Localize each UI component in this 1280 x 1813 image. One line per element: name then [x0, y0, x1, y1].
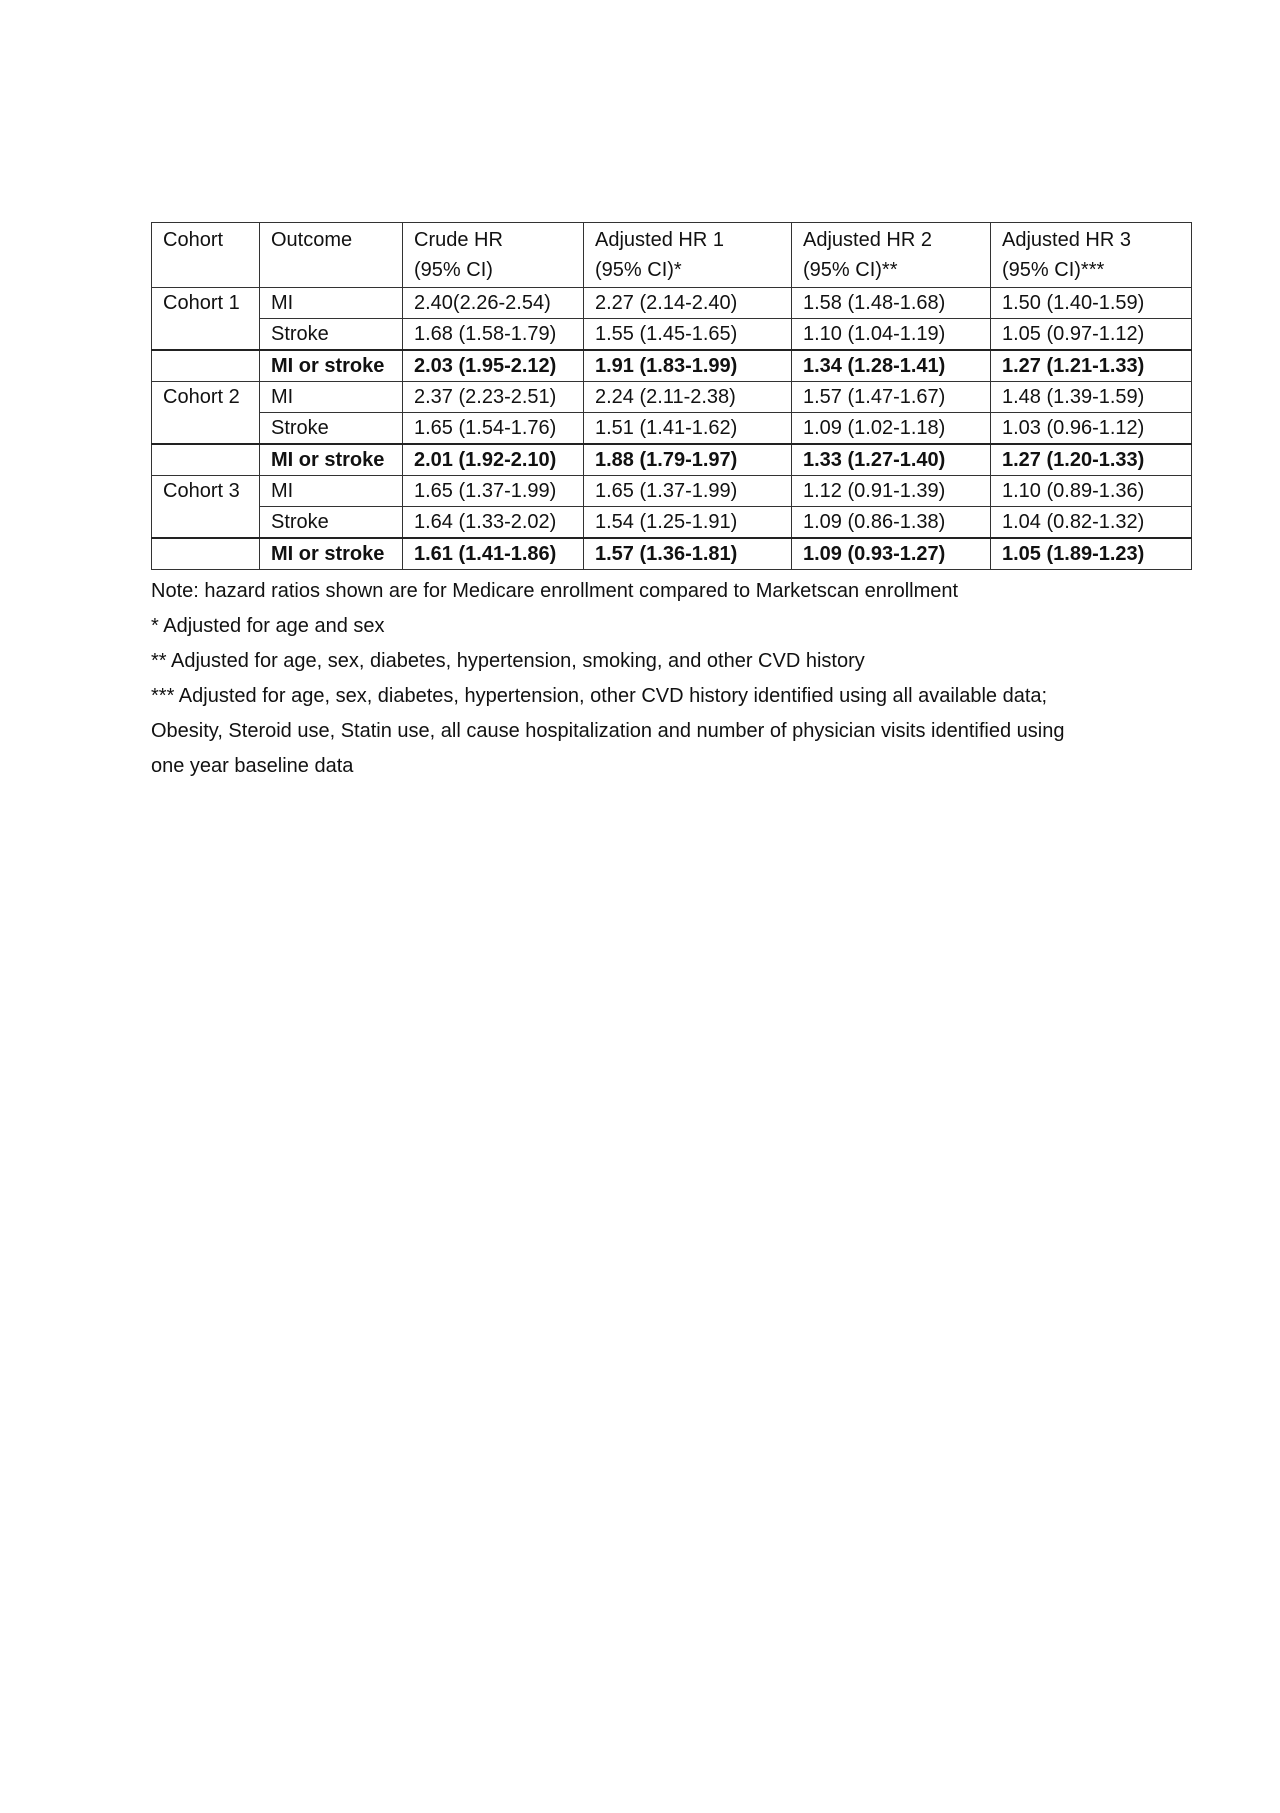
outcome-cell: Stroke [260, 319, 403, 351]
cohort-cell [152, 444, 260, 476]
hr-value-cell: 1.33 (1.27-1.40) [792, 444, 991, 476]
footnote-single-asterisk: * Adjusted for age and sex [151, 615, 385, 637]
cohort-cell [152, 538, 260, 570]
header-outcome: Outcome [260, 223, 403, 288]
hr-value-cell: 1.03 (0.96-1.12) [991, 413, 1192, 445]
table-notes [151, 574, 1151, 784]
hr-value-cell: 1.27 (1.20-1.33) [991, 444, 1192, 476]
outcome-cell: MI or stroke [260, 538, 403, 570]
hr-value-cell: 2.24 (2.11-2.38) [584, 382, 792, 413]
outcome-cell: Stroke [260, 507, 403, 539]
hr-value-cell: 1.34 (1.28-1.41) [792, 350, 991, 382]
outcome-cell: MI [260, 288, 403, 319]
hr-value-cell: 1.12 (0.91-1.39) [792, 476, 991, 507]
cohort-cell: Cohort 2 [152, 382, 260, 413]
hr-value-cell: 1.48 (1.39-1.59) [991, 382, 1192, 413]
hr-value-cell: 1.10 (0.89-1.36) [991, 476, 1192, 507]
hr-value-cell: 2.27 (2.14-2.40) [584, 288, 792, 319]
cohort-cell: Cohort 3 [152, 476, 260, 507]
hr-value-cell: 1.09 (1.02-1.18) [792, 413, 991, 445]
document-page [151, 222, 1191, 784]
hr-value-cell: 1.64 (1.33-2.02) [403, 507, 584, 539]
hr-value-cell: 1.65 (1.54-1.76) [403, 413, 584, 445]
table-row [152, 382, 1192, 413]
table-row [152, 476, 1192, 507]
hr-value-cell: 1.57 (1.47-1.67) [792, 382, 991, 413]
hr-value-cell: 1.54 (1.25-1.91) [584, 507, 792, 539]
hr-value-cell: 2.40(2.26-2.54) [403, 288, 584, 319]
table-header-row [152, 223, 1192, 288]
hr-value-cell: 1.68 (1.58-1.79) [403, 319, 584, 351]
hr-value-cell: 1.91 (1.83-1.99) [584, 350, 792, 382]
outcome-cell: MI or stroke [260, 350, 403, 382]
outcome-cell: MI [260, 382, 403, 413]
hr-value-cell: 1.09 (0.93-1.27) [792, 538, 991, 570]
hr-value-cell: 2.03 (1.95-2.12) [403, 350, 584, 382]
hr-value-cell: 1.05 (1.89-1.23) [991, 538, 1192, 570]
footnote-triple-asterisk-end: one year baseline data [151, 755, 354, 777]
header-crude-hr: Crude HR (95% CI) [403, 223, 584, 288]
hr-value-cell: 1.09 (0.86-1.38) [792, 507, 991, 539]
hr-value-cell: 1.50 (1.40-1.59) [991, 288, 1192, 319]
hr-value-cell: 2.01 (1.92-2.10) [403, 444, 584, 476]
hr-value-cell: 1.88 (1.79-1.97) [584, 444, 792, 476]
hr-value-cell: 1.05 (0.97-1.12) [991, 319, 1192, 351]
table-row [152, 350, 1192, 382]
outcome-cell: Stroke [260, 413, 403, 445]
table-row [152, 444, 1192, 476]
cohort-cell [152, 350, 260, 382]
table-row [152, 319, 1192, 351]
header-adjusted-hr-2: Adjusted HR 2 (95% CI)** [792, 223, 991, 288]
outcome-cell: MI or stroke [260, 444, 403, 476]
table-row [152, 413, 1192, 445]
hr-value-cell: 1.51 (1.41-1.62) [584, 413, 792, 445]
hr-value-cell: 1.04 (0.82-1.32) [991, 507, 1192, 539]
header-adjusted-hr-3: Adjusted HR 3 (95% CI)*** [991, 223, 1192, 288]
note-line: Note: hazard ratios shown are for Medicare enrollment compared to Marketscan enrollment [151, 580, 959, 602]
cohort-cell [152, 413, 260, 445]
outcome-cell: MI [260, 476, 403, 507]
hr-value-cell: 1.65 (1.37-1.99) [584, 476, 792, 507]
cohort-cell [152, 507, 260, 539]
header-adjusted-hr-1: Adjusted HR 1 (95% CI)* [584, 223, 792, 288]
hr-value-cell: 1.27 (1.21-1.33) [991, 350, 1192, 382]
table-row [152, 288, 1192, 319]
footnote-double-asterisk: ** Adjusted for age, sex, diabetes, hypertension, smoking, and other CVD history [151, 650, 865, 672]
hr-value-cell: 2.37 (2.23-2.51) [403, 382, 584, 413]
hazard-ratio-table [151, 222, 1192, 570]
footnote-triple-asterisk-cont: Obesity, Steroid use, Statin use, all cause hospitalization and number of physician visits identified using [151, 720, 1065, 742]
hr-value-cell: 1.58 (1.48-1.68) [792, 288, 991, 319]
hr-value-cell: 1.57 (1.36-1.81) [584, 538, 792, 570]
table-row [152, 538, 1192, 570]
hr-value-cell: 1.65 (1.37-1.99) [403, 476, 584, 507]
table-row [152, 507, 1192, 539]
footnote-triple-asterisk: *** Adjusted for age, sex, diabetes, hypertension, other CVD history identified using all available data; [151, 685, 1048, 707]
hr-value-cell: 1.61 (1.41-1.86) [403, 538, 584, 570]
cohort-cell [152, 319, 260, 351]
hr-value-cell: 1.55 (1.45-1.65) [584, 319, 792, 351]
header-cohort: Cohort [152, 223, 260, 288]
cohort-cell: Cohort 1 [152, 288, 260, 319]
hr-value-cell: 1.10 (1.04-1.19) [792, 319, 991, 351]
